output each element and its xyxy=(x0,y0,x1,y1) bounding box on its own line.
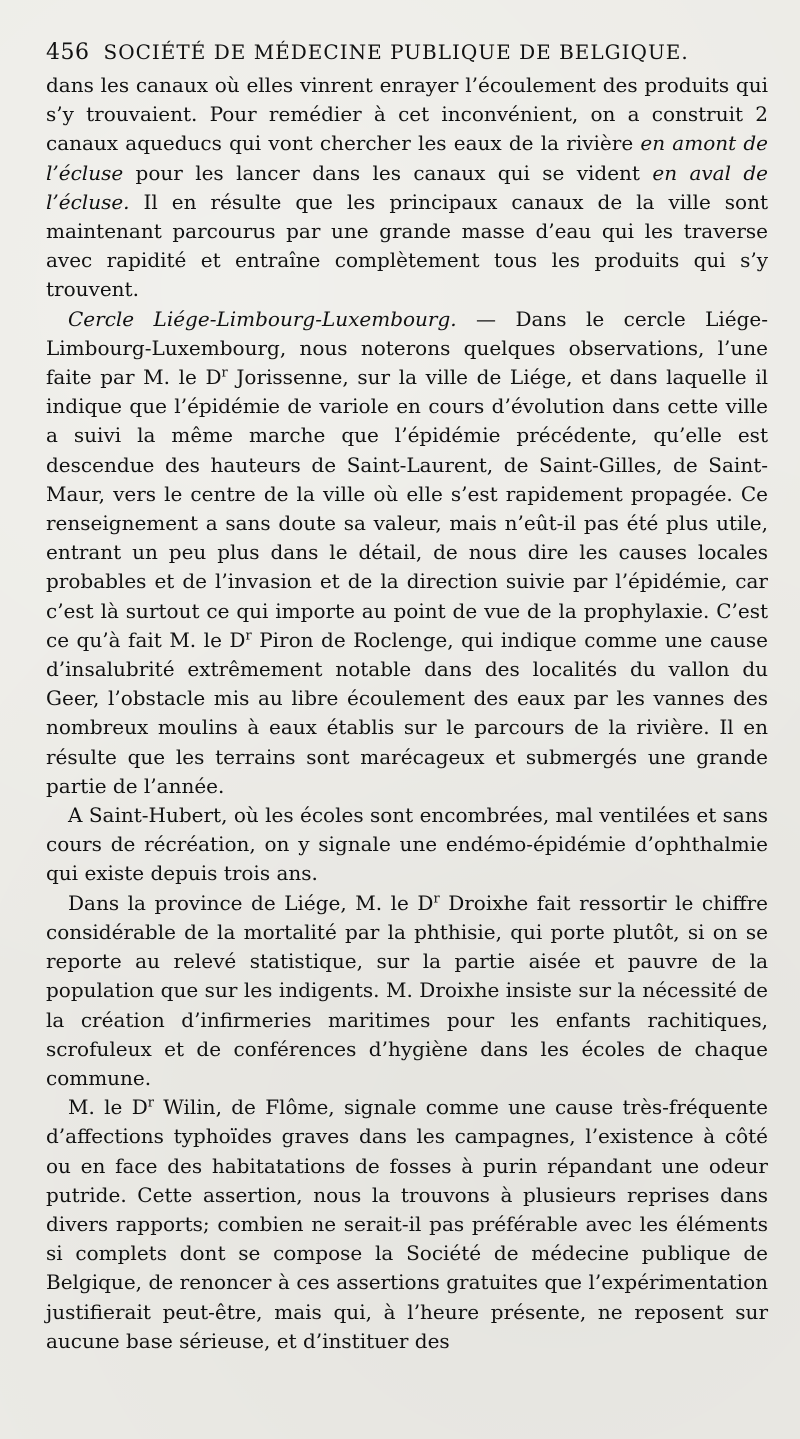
italic-text: en aval de l’écluse. xyxy=(46,160,768,214)
superscript-text: r xyxy=(221,365,228,381)
text-span: Droixhe fait ressortir le chiffre considérable de la mortalité par la phthisie, qui porte plutôt, si on se reporte au relevé statistique, sur la partie aisée et pauvre de la population que sur les indigents. M. Droixhe insiste sur la nécessité de la création d’infirmeries maritimes pour les enfants rachitiques, scrofuleux et de conférences d’hygiène dans les écoles de chaque commune. xyxy=(46,890,768,1090)
text-span: Jorissenne, sur la ville de Liége, et dans laquelle il indique que l’épidémie de variole en cours d’évolution dans cette ville a suivi la même marche que l’épidémie précédente, qu’elle est descendue des hauteurs de Saint-Laurent, de Saint-Gilles, de Saint-Maur, vers le centre de la ville où elle s’est rapidement propagée. Ce renseignement a sans doute sa valeur, mais n’eût-il pas été plus utile, entrant un peu plus dans le détail, de nous dire les causes locales probables et de l’invasion et de la direction suivie par l’épidémie, car c’est là surtout ce qui importe au point de vue de la prophylaxie. C’est ce qu’à fait M. le D xyxy=(46,365,768,652)
superscript-text: r xyxy=(245,628,252,644)
text-span: A Saint-Hubert, où les écoles sont encombrées, mal ventilées et sans cours de récréation, on y signale une endémo-épidémie d’ophthalmie qui existe depuis trois ans. xyxy=(46,803,768,886)
text-span: dans les canaux où elles vinrent enrayer l’écoulement des produits qui s’y trouvaient. Pour remédier à cet inconvénient, on a construit 2 canaux aqueducs qui vont chercher les eaux de la rivière xyxy=(46,73,768,156)
text-span: Wilin, de Flôme, signale comme une cause très-fréquente d’affections typhoïdes graves dans les campagnes, l’existence à côté ou en face des habitatations de fosses à purin répandant une odeur putride. Cette assertion, nous la trouvons à plusieurs reprises dans divers rapports; combien ne serait-il pas préférable avec les éléments si complets dont se compose la Société de médecine publique de Belgique, de renoncer à ces assertions gratuites que l’expérimentation justifierait peut-être, mais qui, à l’heure présente, ne reposent sur aucune base sérieuse, et d’instituer des xyxy=(46,1095,768,1353)
text-span: M. le D xyxy=(68,1095,148,1120)
italic-text: en amont de l’écluse xyxy=(46,131,769,185)
running-head: SOCIÉTÉ DE MÉDECINE PUBLIQUE DE BELGIQUE. xyxy=(103,40,689,64)
paragraph xyxy=(46,1093,768,1356)
superscript-text: r xyxy=(433,891,440,907)
text-span: — Dans le cercle Liége-Limbourg-Luxembourg, nous noterons quelques observations, l’une faite par M. le D xyxy=(46,306,768,390)
page-header xyxy=(46,40,768,65)
body-text xyxy=(46,71,768,1356)
paragraph xyxy=(46,889,768,1093)
text-span: Dans la province de Liége, M. le D xyxy=(68,890,434,915)
paragraph xyxy=(46,801,768,889)
superscript-text: r xyxy=(147,1095,154,1111)
italic-text: Cercle Liége-Limbourg-Luxembourg. xyxy=(68,306,457,331)
paragraph xyxy=(46,305,768,801)
paragraph xyxy=(46,71,768,305)
text-span: Il en résulte que les principaux canaux de la ville sont maintenant parcourus par une grande masse d’eau qui les traverse avec rapidité et entraîne complètement tous les produits qui s’y trouvent. xyxy=(46,189,768,302)
page-number: 456 xyxy=(46,40,90,65)
text-span: Piron de Roclenge, qui indique comme une cause d’insalubrité extrêmement notable dans des localités du vallon du Geer, l’obstacle mis au libre écoulement des eaux par les vannes des nombreux moulins à eaux établis sur le parcours de la rivière. Il en résulte que les terrains sont marécageux et submergés une grande partie de l’année. xyxy=(46,627,769,798)
text-span: pour les lancer dans les canaux qui se vident xyxy=(123,160,653,185)
